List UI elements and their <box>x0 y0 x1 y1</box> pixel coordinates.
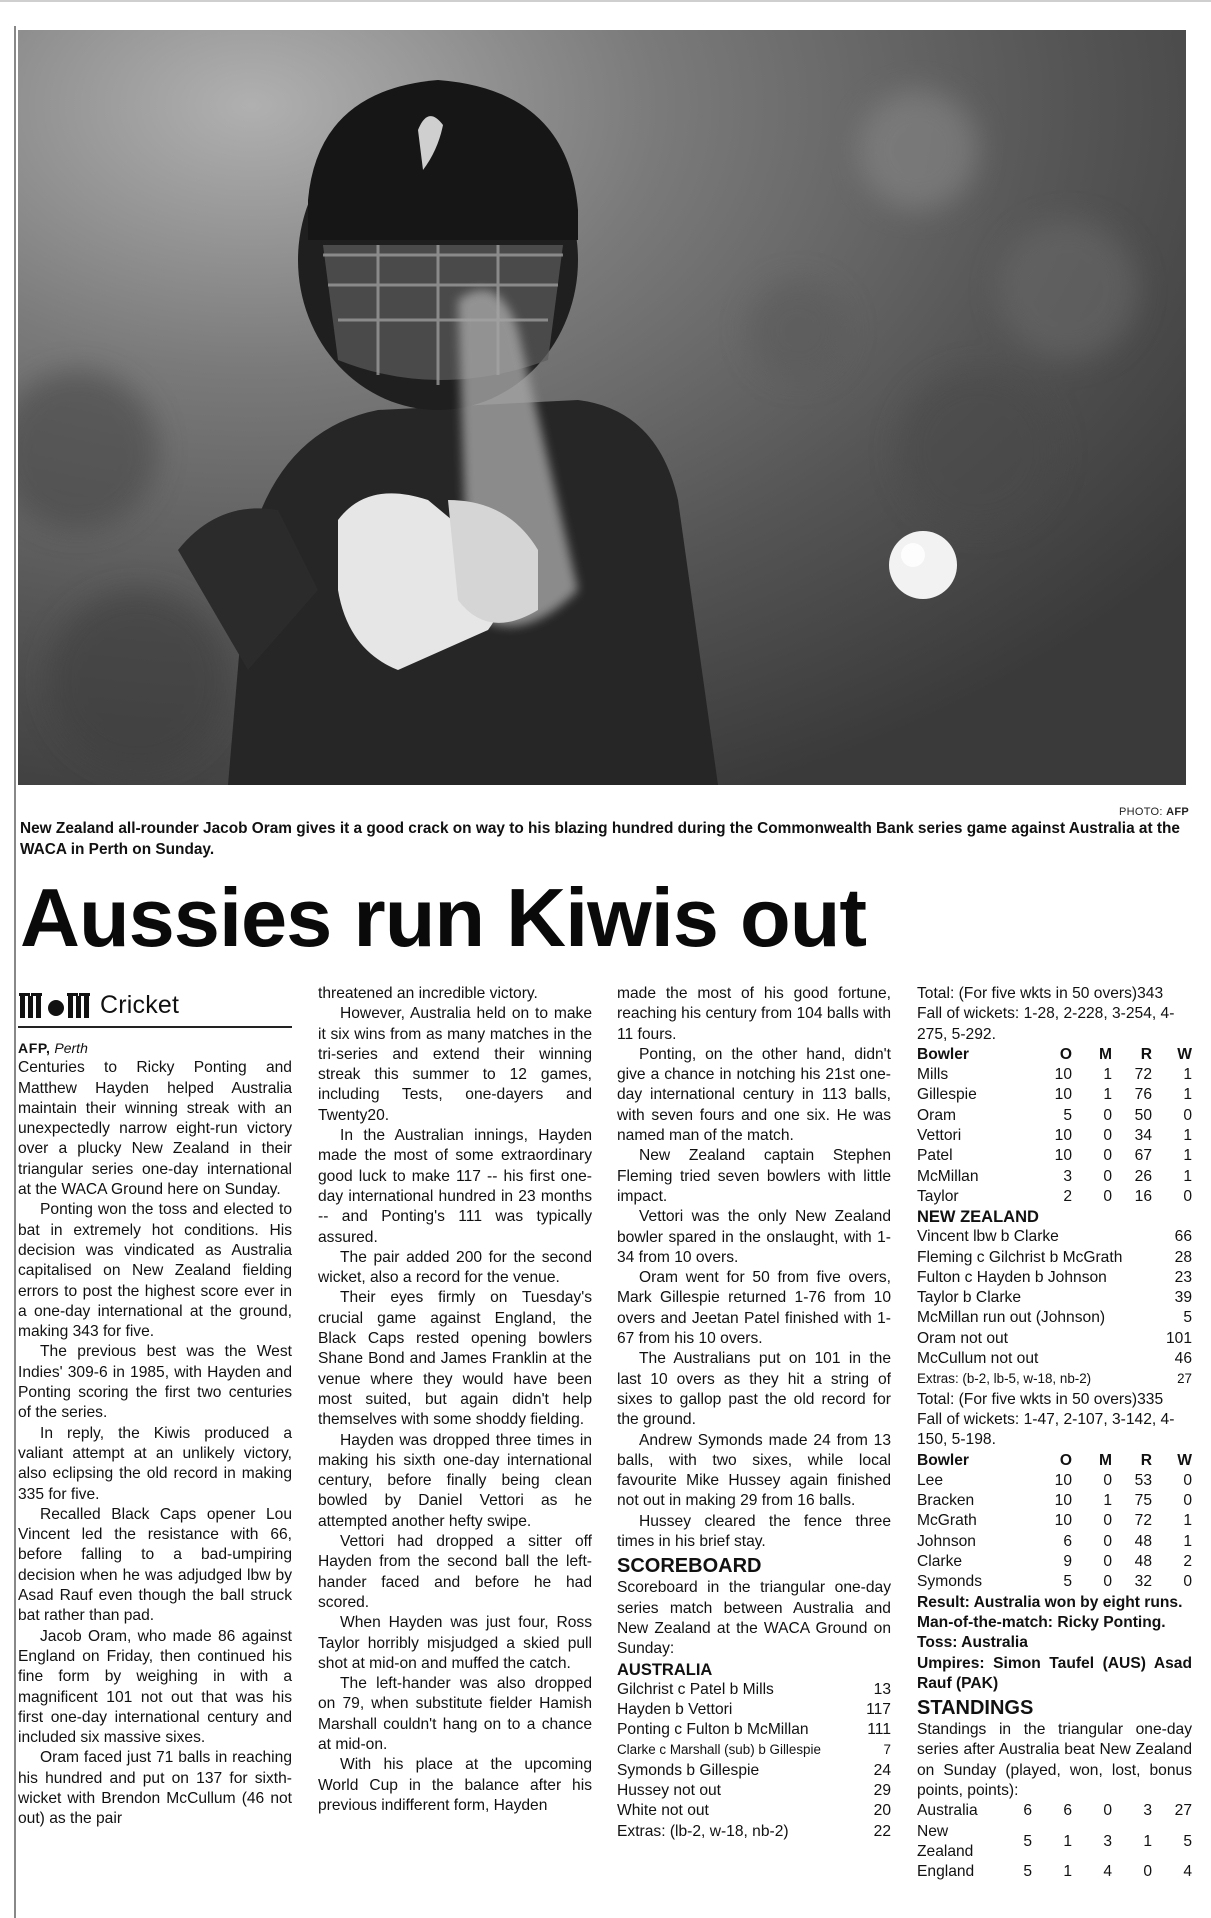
table-cell: 75 <box>1134 1492 1152 1510</box>
table-cell: 72 <box>1134 1066 1152 1084</box>
batsman-runs: 111 <box>867 1721 891 1739</box>
table-cell: Patel <box>917 1147 953 1165</box>
nz-bowling-table <box>917 1045 1192 1207</box>
table-cell: Mills <box>917 1066 949 1084</box>
table-cell: 0 <box>1103 1147 1112 1165</box>
paragraph: Oram went for 50 from five overs, Mark Gillespie returned 1-76 from 10 overs and Jeetan Patel finished with 1-67 from his 10 overs. <box>617 1269 891 1348</box>
batsman-dismissal: Fleming c Gilchrist b McGrath <box>917 1248 1123 1266</box>
batting-row <box>617 1761 891 1781</box>
scoreboard-intro: Scoreboard in the triangular one-day series match between Australia and New Zealand at the WACA Ground on Sunday: <box>617 1579 891 1658</box>
batting-row <box>617 1781 891 1801</box>
paragraph: Jacob Oram, who made 86 against England on Friday, then continued his fine form by weighing in with a magnificent 101 not out that was his first one-day international century and included six massive sixes. <box>18 1627 292 1747</box>
table-cell: 1 <box>1183 1532 1192 1550</box>
paragraph: With his place at the upcoming World Cup in the balance after his previous indifferent form, Hayden <box>318 1756 592 1814</box>
batsman-runs: 22 <box>873 1822 891 1840</box>
table-cell: 0 <box>1103 1127 1112 1145</box>
cricket-stumps-icon <box>18 990 94 1020</box>
bowling-row <box>917 1532 1192 1552</box>
table-cell: 0 <box>1183 1573 1192 1591</box>
article-column-4 <box>917 984 1192 1882</box>
batting-row <box>617 1700 891 1720</box>
table-cell: 16 <box>1134 1187 1152 1205</box>
table-header-row <box>917 1451 1192 1471</box>
byline: AFP, Perth <box>18 1040 88 1056</box>
table-cell: 1 <box>1103 1492 1112 1510</box>
section-label <box>18 990 292 1020</box>
top-rule <box>0 0 1211 2</box>
table-cell: Gillespie <box>917 1086 977 1104</box>
paragraph: Vettori had dropped a sitter off Hayden from the second ball the left-hander faced and before he had scored. <box>318 1533 592 1611</box>
article-column-3 <box>617 984 891 1842</box>
article-column-1 <box>18 985 292 1830</box>
table-cell: 0 <box>1183 1471 1192 1489</box>
article-column-2 <box>318 984 592 1816</box>
nz-heading: NEW ZEALAND <box>917 1208 1039 1227</box>
column-header: O <box>1059 1045 1072 1063</box>
batsman-runs: 5 <box>1183 1309 1192 1327</box>
table-cell: 50 <box>1134 1106 1152 1124</box>
table-cell: England <box>917 1863 975 1881</box>
table-cell: 76 <box>1134 1086 1152 1104</box>
aus-fall-of-wickets: Fall of wickets: 1-28, 2-228, 3-254, 4-275, 5-292. <box>917 1005 1175 1043</box>
table-cell: Clarke <box>917 1553 963 1571</box>
batting-row <box>917 1349 1192 1369</box>
table-cell: 0 <box>1103 1802 1112 1820</box>
batting-row <box>917 1308 1192 1328</box>
table-cell: Vettori <box>917 1127 962 1145</box>
batting-row <box>617 1801 891 1821</box>
bowling-row <box>917 1552 1192 1572</box>
table-cell: 0 <box>1103 1512 1112 1530</box>
paragraph: Andrew Symonds made 24 from 13 balls, with two sixes, while local favourite Mike Hussey again finished not out in making 29 from 16 balls. <box>617 1431 891 1510</box>
scoreboard-heading: SCOREBOARD <box>617 1555 762 1578</box>
table-cell: 10 <box>1054 1066 1072 1084</box>
batsman-dismissal: Fulton c Hayden b Johnson <box>917 1268 1107 1286</box>
table-cell: 48 <box>1134 1553 1152 1571</box>
news-photo <box>18 30 1186 785</box>
batting-row <box>917 1329 1192 1349</box>
man-of-the-match: Man-of-the-match: Ricky Ponting. <box>917 1613 1166 1631</box>
batsman-dismissal: Clarke c Marshall (sub) b Gillespie <box>617 1742 821 1758</box>
batting-row <box>917 1369 1192 1389</box>
table-cell: 5 <box>1023 1832 1032 1850</box>
table-cell: 0 <box>1143 1863 1152 1881</box>
table-cell: 4 <box>1183 1863 1192 1881</box>
standings-row <box>917 1822 1192 1863</box>
table-cell: 3 <box>1103 1832 1112 1850</box>
bowling-row <box>917 1167 1192 1187</box>
table-cell: 1 <box>1063 1832 1072 1850</box>
standings-heading: STANDINGS <box>917 1697 1034 1720</box>
table-cell: 1 <box>1183 1066 1192 1084</box>
table-cell: 0 <box>1103 1532 1112 1550</box>
table-cell: 10 <box>1054 1127 1072 1145</box>
batsman-dismissal: Taylor b Clarke <box>917 1289 1021 1307</box>
paragraph: The pair added 200 for the second wicket, also a record for the venue. <box>318 1248 592 1287</box>
batsman-runs: 24 <box>873 1761 891 1779</box>
paragraph: made the most of his good fortune, reaching his century from 104 balls with 11 fours. <box>617 985 891 1043</box>
bowling-row <box>917 1106 1192 1126</box>
batsman-dismissal: Extras: (lb-2, w-18, nb-2) <box>617 1822 789 1840</box>
batsman-dismissal: Symonds b Gillespie <box>617 1761 760 1779</box>
table-cell: 2 <box>1183 1553 1192 1571</box>
section-name: Cricket <box>100 990 180 1019</box>
table-cell: 10 <box>1054 1512 1072 1530</box>
batsman-dismissal: Hayden b Vettori <box>617 1700 733 1718</box>
table-cell: 10 <box>1054 1471 1072 1489</box>
batsman-runs: 27 <box>1177 1371 1192 1387</box>
column-header: O <box>1059 1451 1072 1469</box>
batsman-dismissal: Ponting c Fulton b McMillan <box>617 1721 809 1739</box>
table-cell: 0 <box>1103 1553 1112 1571</box>
table-cell: 67 <box>1134 1147 1152 1165</box>
batsman-runs: 39 <box>1174 1289 1192 1307</box>
table-cell: 1 <box>1183 1086 1192 1104</box>
batsman-runs: 7 <box>883 1742 891 1758</box>
bowling-row <box>917 1085 1192 1105</box>
batsman-runs: 101 <box>1165 1329 1192 1347</box>
match-result: Result: Australia won by eight runs. <box>917 1593 1183 1611</box>
batting-row <box>617 1680 891 1700</box>
table-cell: 5 <box>1063 1106 1072 1124</box>
batsman-runs: 23 <box>1174 1268 1192 1286</box>
paragraph: The Australians put on 101 in the last 10 overs as they hit a string of sixes to gallop past the old record for the ground. <box>617 1350 891 1429</box>
table-cell: 5 <box>1183 1832 1192 1850</box>
paragraph: Recalled Black Caps opener Lou Vincent led the resistance with 66, before falling to a bad-umpiring decision when he was adjudged lbw by Asad Rauf even though the ball struck bat rather than pad. <box>18 1505 292 1625</box>
table-cell: 0 <box>1103 1573 1112 1591</box>
paragraph: The previous best was the West Indies' 309-6 in 1985, with Hayden and Ponting scoring the first two centuries of the series. <box>18 1343 292 1422</box>
table-cell: McMillan <box>917 1167 979 1185</box>
paragraph: When Hayden was just four, Ross Taylor horribly misjudged a skied pull shot at mid-on and muffed the catch. <box>318 1614 592 1672</box>
table-cell: 1 <box>1183 1127 1192 1145</box>
paragraph: Vettori was the only New Zealand bowler spared in the onslaught, with 1-34 from 10 overs. <box>617 1208 891 1266</box>
table-cell: 6 <box>1063 1802 1072 1820</box>
table-cell: 10 <box>1054 1492 1072 1510</box>
column-header: R <box>1140 1451 1152 1469</box>
table-cell: 26 <box>1134 1167 1152 1185</box>
photo-credit: PHOTO: AFP <box>1118 806 1189 818</box>
batsman-runs: 46 <box>1174 1350 1192 1368</box>
table-cell: 6 <box>1063 1532 1072 1550</box>
table-header-row <box>917 1045 1192 1065</box>
toss: Toss: Australia <box>917 1634 1028 1652</box>
batsman-runs: 13 <box>873 1680 891 1698</box>
table-cell: Taylor <box>917 1187 959 1205</box>
standings-table <box>917 1801 1192 1882</box>
paragraph: Their eyes firmly on Tuesday's crucial game against England, the Black Caps rested opening bowlers Shane Bond and James Franklin at the venue where they would have been most suited, but again didn't help themselves with some shoddy fielding. <box>318 1289 592 1429</box>
batting-row <box>917 1248 1192 1268</box>
table-cell: Johnson <box>917 1532 976 1550</box>
photo-caption: New Zealand all-rounder Jacob Oram gives it a good crack on way to his blazing hundred during the Commonwealth Bank series game against Australia at the WACA in Perth on Sunday. <box>20 820 1180 858</box>
bowling-row <box>917 1471 1192 1491</box>
paragraph: threatened an incredible victory. <box>318 985 538 1002</box>
table-cell: 5 <box>1063 1573 1072 1591</box>
aus-heading: AUSTRALIA <box>617 1660 713 1679</box>
batting-row <box>617 1822 891 1842</box>
umpires: Umpires: Simon Taufel (AUS) Asad Rauf (PAK) <box>917 1654 1192 1692</box>
batsman-runs: 29 <box>873 1781 891 1799</box>
table-cell: 1 <box>1103 1086 1112 1104</box>
bowling-row <box>917 1572 1192 1592</box>
table-cell: 5 <box>1023 1863 1032 1881</box>
table-cell: 1 <box>1103 1066 1112 1084</box>
table-cell: 72 <box>1134 1512 1152 1530</box>
table-cell: 1 <box>1183 1147 1192 1165</box>
bowling-row <box>917 1065 1192 1085</box>
bowling-row <box>917 1187 1192 1207</box>
table-cell: 0 <box>1183 1187 1192 1205</box>
batsman-dismissal: McCullum not out <box>917 1350 1039 1368</box>
section-rule <box>18 1026 292 1028</box>
bowling-row <box>917 1511 1192 1531</box>
table-cell: 27 <box>1174 1802 1192 1820</box>
paragraph: In the Australian innings, Hayden made the most of some extraordinary good luck to make 117 -- his first one-day international hundred in 23 months -- and Ponting's 111 was typically assured. <box>318 1127 592 1246</box>
table-cell: 1 <box>1063 1863 1072 1881</box>
batsman-runs: 66 <box>1174 1228 1192 1246</box>
paragraph: The left-hander was also dropped on 79, when substitute fielder Hamish Marshall couldn't hang on to a chance at mid-on. <box>318 1675 592 1753</box>
batting-row <box>617 1740 891 1760</box>
table-cell: Australia <box>917 1802 978 1820</box>
batsman-dismissal: Extras: (b-2, lb-5, w-18, nb-2) <box>917 1371 1092 1387</box>
batsman-runs: 117 <box>866 1700 891 1718</box>
table-cell: 32 <box>1134 1573 1152 1591</box>
batsman-runs: 28 <box>1174 1248 1192 1266</box>
paragraph: Ponting won the toss and elected to bat in extremely hot conditions. His decision was vindicated as Australia capitalised on New Zealand fielding errors to post the highest score ever in a one-day international at the ground, making 343 for five. <box>18 1201 292 1341</box>
bowling-row <box>917 1146 1192 1166</box>
table-cell: McGrath <box>917 1512 977 1530</box>
column-header: M <box>1099 1045 1112 1063</box>
batsman-photo-illustration <box>18 30 1186 785</box>
column-header: W <box>1177 1045 1192 1063</box>
aus-total: Total: (For five wkts in 50 overs)343 <box>917 985 1164 1002</box>
table-cell: 0 <box>1183 1492 1192 1510</box>
table-cell: Oram <box>917 1106 956 1124</box>
paragraph: Oram faced just 71 balls in reaching his hundred and put on 137 for sixth-wicket with Brendon McCullum (46 not out) as the pair <box>18 1749 292 1828</box>
table-cell: 2 <box>1063 1187 1072 1205</box>
paragraph: Hussey cleared the fence three times in his brief stay. <box>617 1512 891 1551</box>
bowling-row <box>917 1126 1192 1146</box>
table-cell: 4 <box>1103 1863 1112 1881</box>
table-cell: Bracken <box>917 1492 975 1510</box>
column-header: M <box>1099 1451 1112 1469</box>
standings-row <box>917 1801 1192 1821</box>
bowling-row <box>917 1491 1192 1511</box>
table-cell: 48 <box>1134 1532 1152 1550</box>
paragraph: Hayden was dropped three times in making his sixth one-day international century, before finally being clean bowled by Daniel Vettori as he attempted another hefty swipe. <box>318 1431 592 1530</box>
nz-total: Total: (For five wkts in 50 overs)335 <box>917 1390 1164 1408</box>
table-cell: Lee <box>917 1471 944 1489</box>
table-cell: 1 <box>1143 1832 1152 1850</box>
column-header: R <box>1140 1045 1152 1063</box>
table-cell: New Zealand <box>917 1822 974 1860</box>
paragraph: Ponting, on the other hand, didn't give a chance in notching his 21st one-day international century in 113 balls, with seven fours and one six. He was named man of the match. <box>617 1045 891 1145</box>
standings-row <box>917 1862 1192 1882</box>
table-cell: 0 <box>1103 1471 1112 1489</box>
column-header: W <box>1177 1451 1192 1469</box>
batting-row <box>917 1288 1192 1308</box>
table-cell: 10 <box>1054 1086 1072 1104</box>
column-header: Bowler <box>917 1451 969 1469</box>
table-cell: 3 <box>1143 1802 1152 1820</box>
table-cell: 6 <box>1023 1802 1032 1820</box>
paragraph: In reply, the Kiwis produced a valiant attempt at an unlikely victory, also eclipsing the old record in making 335 for five. <box>18 1424 292 1503</box>
aus-batting-list <box>617 1680 891 1842</box>
table-cell: 53 <box>1134 1471 1152 1489</box>
batting-row <box>917 1227 1192 1247</box>
column-header: Bowler <box>917 1045 969 1063</box>
paragraph: However, Australia held on to make it six wins from as many matches in the tri-series and extend their winning streak this summer to 12 games, including Tests, one-dayers and Twenty20. <box>318 1005 592 1124</box>
table-cell: 0 <box>1183 1106 1192 1124</box>
table-cell: 1 <box>1183 1167 1192 1185</box>
batsman-dismissal: Gilchrist c Patel b Mills <box>617 1680 774 1698</box>
nz-batting-list <box>917 1227 1192 1389</box>
batsman-dismissal: White not out <box>617 1802 709 1820</box>
table-cell: 34 <box>1134 1127 1152 1145</box>
table-cell: 0 <box>1103 1187 1112 1205</box>
aus-bowling-table <box>917 1451 1192 1593</box>
table-cell: 10 <box>1054 1147 1072 1165</box>
table-cell: 1 <box>1183 1512 1192 1530</box>
standings-intro: Standings in the triangular one-day series after Australia beat New Zealand on Sunday (played, won, lost, bonus points, points): <box>917 1721 1192 1799</box>
batsman-runs: 20 <box>873 1802 891 1820</box>
table-cell: 3 <box>1063 1167 1072 1185</box>
batsman-dismissal: Oram not out <box>917 1329 1009 1347</box>
table-cell: 0 <box>1103 1167 1112 1185</box>
table-cell: 9 <box>1063 1553 1072 1571</box>
nz-fall-of-wickets: Fall of wickets: 1-47, 2-107, 3-142, 4-150, 5-198. <box>917 1410 1175 1449</box>
paragraph: New Zealand captain Stephen Fleming tried seven bowlers with little impact. <box>617 1147 891 1205</box>
batting-row <box>617 1720 891 1740</box>
batsman-dismissal: Vincent lbw b Clarke <box>917 1228 1059 1246</box>
headline: Aussies run Kiwis out <box>20 871 867 964</box>
batsman-dismissal: McMillan run out (Johnson) <box>917 1309 1106 1327</box>
table-cell: Symonds <box>917 1573 983 1591</box>
batting-row <box>917 1268 1192 1288</box>
paragraph: Centuries to Ricky Ponting and Matthew Hayden helped Australia maintain their winning streak with an unexpectedly narrow eight-run victory over a plucky New Zealand in their triangular series one-day international at the WACA Ground here on Sunday. <box>18 1059 292 1199</box>
table-cell: 0 <box>1103 1106 1112 1124</box>
batsman-dismissal: Hussey not out <box>617 1781 722 1799</box>
